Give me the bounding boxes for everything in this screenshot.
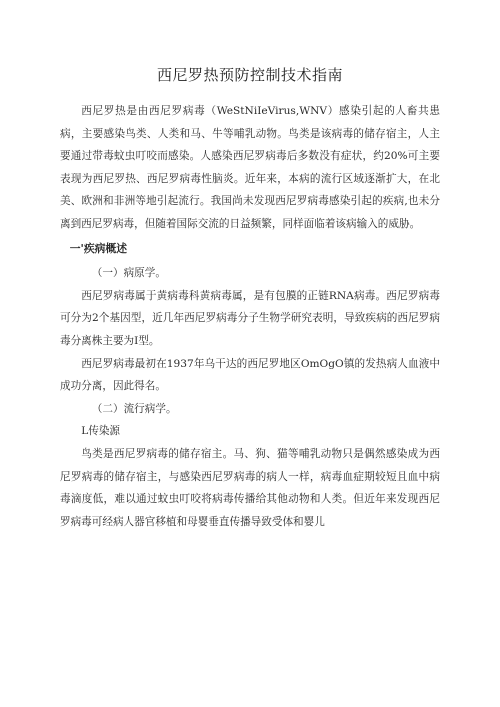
paragraph: 西尼罗病毒最初在1937年乌干达的西尼罗地区OmOgO镇的发热病人血液中成功分离，因此得名。 [60, 357, 440, 393]
paragraph: 鸟类是西尼罗病毒的储存宿主。马、狗、猫等哺乳动物只是偶然感染成为西尼罗病毒的储存宿主，与感染西尼罗病毒的病人一样，病毒血症期较短且血中病毒滴度低，难以通过蚊虫叮咬将病毒传播给其他动物和人类。但近年来发现西尼罗病毒可经病人器官移植和母婴垂直传播导致受体和婴儿 [60, 447, 440, 528]
paragraph-intro: 西尼罗热是由西尼罗病毒（WeStNiIeVirus,WNV）感染引起的人畜共患病，主要感染鸟类、人类和马、牛等哺乳动物。鸟类是该病毒的储存宿主，人主要通过带毒蚊虫叮咬而感染。人感染西尼罗病毒后多数没有症状，约20%可主要表现为西尼罗热、西尼罗病毒性脑炎。近年来，本病的流行区域逐渐扩大，在北美、欧洲和非洲等地引起流行。我国尚未发现西尼罗病毒感染引起的疾病,也未分离到西尼罗病毒，但随着国际交流的日益频繁，同样面临着该病输入的威胁。 [60, 105, 440, 230]
page-title: 西尼罗热预防控制技术指南 [156, 66, 343, 84]
document-body [60, 100, 440, 533]
paragraph: 西尼罗病毒属于黄病毒科黄病毒属，是有包膜的正链RNA病毒。西尼罗病毒可分为2个基因型，近几年西尼罗病毒分子生物学研究表明，导致疾病的西尼罗病毒分离株主要为I型。 [60, 289, 440, 347]
subsection-heading: （一）病原学。 [91, 267, 166, 280]
section-heading: 一'疾病概述 [69, 241, 128, 255]
item-heading: L传染源 [81, 425, 121, 438]
subsection-heading: （二）流行病学。 [91, 402, 177, 415]
